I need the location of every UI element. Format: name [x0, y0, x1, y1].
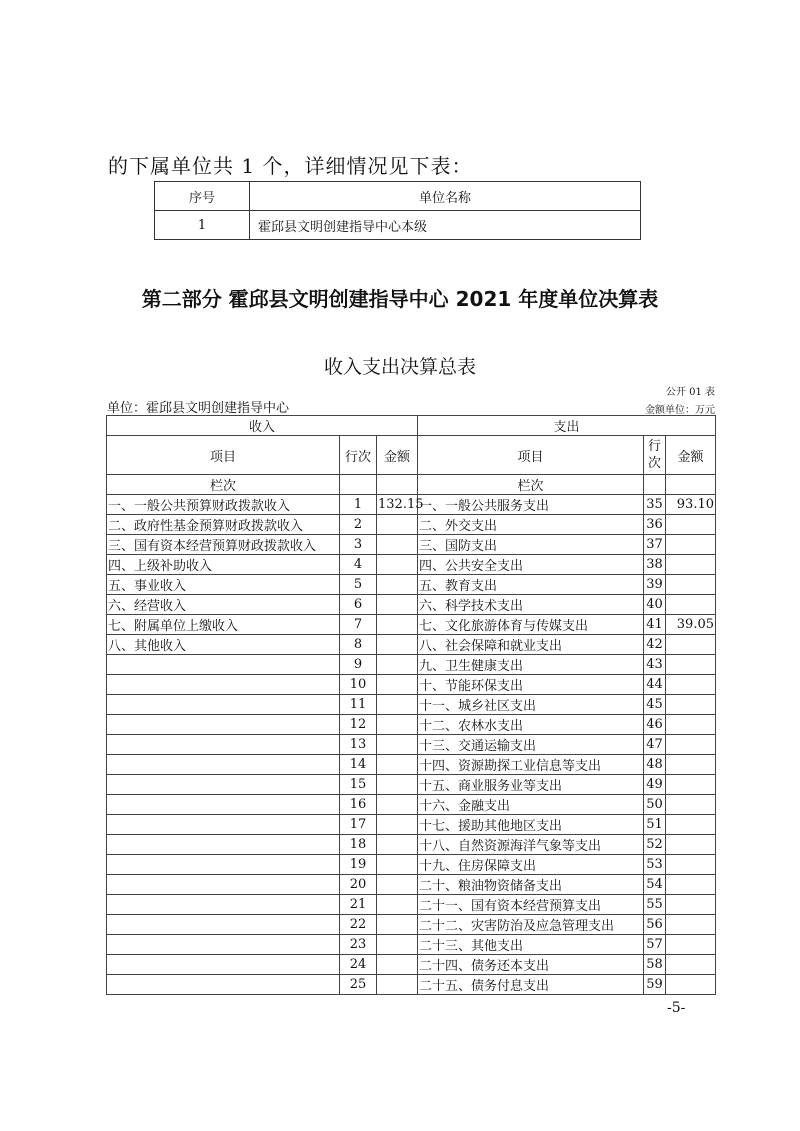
form-number: 公开 01 表 [665, 387, 715, 398]
expense-item-cell: 十三、交通运输支出 [418, 735, 644, 755]
table-row [107, 755, 716, 775]
income-item-cell: 八、其他收入 [107, 635, 340, 655]
empty-cell [377, 475, 418, 495]
income-line-cell: 2 [340, 515, 377, 535]
part-title: 第二部分 霍邱县文明创建指导中心 2021 年度单位决算表 [141, 287, 659, 311]
income-amount-cell [377, 955, 418, 975]
expense-line-cell: 48 [644, 755, 666, 775]
table-row [107, 915, 716, 935]
expense-amount-cell [666, 795, 716, 815]
table-row [107, 895, 716, 915]
income-line-cell: 22 [340, 915, 377, 935]
income-line-cell: 15 [340, 775, 377, 795]
table-row [107, 595, 716, 615]
expense-line-cell: 45 [644, 695, 666, 715]
expense-item-cell: 十、节能环保支出 [418, 675, 644, 695]
section-header-row [107, 416, 716, 436]
income-line-cell: 23 [340, 935, 377, 955]
income-amount-cell [377, 735, 418, 755]
expense-item-cell: 二十五、债务付息支出 [418, 975, 644, 995]
income-item-cell [107, 695, 340, 715]
income-item-cell [107, 975, 340, 995]
income-item-cell [107, 875, 340, 895]
income-amount-cell [377, 655, 418, 675]
table-row [107, 535, 716, 555]
expense-item-cell: 九、卫生健康支出 [418, 655, 644, 675]
table-row [107, 835, 716, 855]
expense-item-header: 项目 [418, 436, 644, 475]
expense-index-label: 栏次 [418, 475, 644, 495]
expense-header: 支出 [418, 416, 716, 436]
income-line-cell: 18 [340, 835, 377, 855]
income-line-header: 行次 [340, 436, 377, 475]
table-row [107, 655, 716, 675]
page-number: -5- [667, 1000, 686, 1016]
table-header-row [155, 182, 641, 211]
table-row [107, 935, 716, 955]
table-row [107, 515, 716, 535]
expense-amount-cell [666, 735, 716, 755]
income-amount-cell [377, 695, 418, 715]
expense-item-cell: 十五、商业服务业等支出 [418, 775, 644, 795]
income-line-cell: 1 [340, 495, 377, 515]
header-serial: 序号 [155, 182, 250, 211]
income-line-cell: 9 [340, 655, 377, 675]
income-item-cell: 六、经营收入 [107, 595, 340, 615]
expense-line-cell: 42 [644, 635, 666, 655]
income-line-cell: 3 [340, 535, 377, 555]
income-amount-cell [377, 855, 418, 875]
expense-amount-cell [666, 715, 716, 735]
income-item-cell [107, 795, 340, 815]
expense-amount-cell [666, 915, 716, 935]
expense-amount-cell: 93.10 [666, 495, 716, 515]
income-line-cell: 19 [340, 855, 377, 875]
unit-name-cell: 霍邱县文明创建指导中心本级 [250, 211, 641, 240]
income-item-cell [107, 735, 340, 755]
expense-item-cell: 二十四、债务还本支出 [418, 955, 644, 975]
income-amount-cell [377, 915, 418, 935]
income-line-cell: 8 [340, 635, 377, 655]
income-item-cell [107, 715, 340, 735]
expense-line-cell: 44 [644, 675, 666, 695]
income-line-cell: 16 [340, 795, 377, 815]
intro-text: 的下属单位共 1 个，详细情况见下表： [108, 154, 473, 178]
expense-line-header: 行 次 [644, 436, 666, 475]
expense-item-cell: 六、科学技术支出 [418, 595, 644, 615]
expense-item-cell: 二十三、其他支出 [418, 935, 644, 955]
expense-item-cell: 五、教育支出 [418, 575, 644, 595]
serial-cell: 1 [155, 211, 250, 240]
expense-line-cell: 37 [644, 535, 666, 555]
table-row [107, 875, 716, 895]
income-amount-cell [377, 895, 418, 915]
income-line-cell: 7 [340, 615, 377, 635]
income-amount-cell [377, 975, 418, 995]
expense-amount-cell [666, 555, 716, 575]
income-line-cell: 11 [340, 695, 377, 715]
expense-amount-cell [666, 695, 716, 715]
expense-line-cell: 36 [644, 515, 666, 535]
income-item-cell: 三、国有资本经营预算财政拨款收入 [107, 535, 340, 555]
expense-line-cell: 51 [644, 815, 666, 835]
income-item-cell: 一、一般公共预算财政拨款收入 [107, 495, 340, 515]
income-line-cell: 14 [340, 755, 377, 775]
expense-item-cell: 十九、住房保障支出 [418, 855, 644, 875]
income-item-cell [107, 775, 340, 795]
subordinate-units-table [154, 181, 641, 240]
table-row [107, 775, 716, 795]
income-amount-cell: 132.15 [377, 495, 418, 515]
table-row [107, 975, 716, 995]
money-unit-label: 金额单位：万元 [645, 405, 715, 416]
income-item-cell: 五、事业收入 [107, 575, 340, 595]
income-amount-cell [377, 875, 418, 895]
income-amount-cell [377, 575, 418, 595]
income-item-cell: 二、政府性基金预算财政拨款收入 [107, 515, 340, 535]
income-item-cell [107, 755, 340, 775]
income-item-cell [107, 675, 340, 695]
expense-line-cell: 58 [644, 955, 666, 975]
income-item-cell [107, 935, 340, 955]
expense-line-cell: 49 [644, 775, 666, 795]
income-index-label: 栏次 [107, 475, 340, 495]
expense-item-cell: 三、国防支出 [418, 535, 644, 555]
expense-item-cell: 十七、援助其他地区支出 [418, 815, 644, 835]
expense-line-cell: 46 [644, 715, 666, 735]
expense-amount-cell [666, 895, 716, 915]
income-amount-cell [377, 635, 418, 655]
expense-item-cell: 二十一、国有资本经营预算支出 [418, 895, 644, 915]
header-unit-name: 单位名称 [250, 182, 641, 211]
expense-amount-cell [666, 955, 716, 975]
expense-amount-cell [666, 815, 716, 835]
income-expense-table [106, 415, 716, 995]
income-item-cell: 四、上级补助收入 [107, 555, 340, 575]
expense-item-cell: 十六、金融支出 [418, 795, 644, 815]
income-amount-cell [377, 755, 418, 775]
expense-item-cell: 十八、自然资源海洋气象等支出 [418, 835, 644, 855]
expense-item-cell: 二十二、灾害防治及应急管理支出 [418, 915, 644, 935]
table-row [107, 735, 716, 755]
income-line-cell: 10 [340, 675, 377, 695]
table-row [107, 815, 716, 835]
income-amount-cell [377, 675, 418, 695]
income-amount-cell [377, 935, 418, 955]
expense-line-cell: 56 [644, 915, 666, 935]
expense-line-cell: 55 [644, 895, 666, 915]
expense-item-cell: 四、公共安全支出 [418, 555, 644, 575]
income-line-cell: 5 [340, 575, 377, 595]
expense-amount-cell [666, 975, 716, 995]
expense-amount-cell: 39.05 [666, 615, 716, 635]
income-line-cell: 4 [340, 555, 377, 575]
income-header: 收入 [107, 416, 418, 436]
income-line-cell: 21 [340, 895, 377, 915]
income-amount-cell [377, 515, 418, 535]
expense-item-cell: 十二、农林水支出 [418, 715, 644, 735]
table-row [155, 211, 641, 240]
income-line-cell: 17 [340, 815, 377, 835]
income-amount-cell [377, 555, 418, 575]
income-item-cell [107, 835, 340, 855]
income-item-cell [107, 915, 340, 935]
expense-amount-cell [666, 535, 716, 555]
expense-line-cell: 59 [644, 975, 666, 995]
income-amount-cell [377, 535, 418, 555]
income-item-cell [107, 855, 340, 875]
income-line-cell: 20 [340, 875, 377, 895]
expense-line-cell: 52 [644, 835, 666, 855]
table-row [107, 855, 716, 875]
income-item-cell [107, 955, 340, 975]
expense-item-cell: 一、一般公共服务支出 [418, 495, 644, 515]
table-row [107, 615, 716, 635]
expense-line-cell: 38 [644, 555, 666, 575]
income-item-cell [107, 655, 340, 675]
expense-item-cell: 二、外交支出 [418, 515, 644, 535]
empty-cell [340, 475, 377, 495]
income-amount-cell [377, 615, 418, 635]
expense-line-cell: 50 [644, 795, 666, 815]
expense-amount-cell [666, 835, 716, 855]
expense-amount-cell [666, 935, 716, 955]
expense-line-cell: 35 [644, 495, 666, 515]
expense-amount-cell [666, 655, 716, 675]
expense-item-cell: 十一、城乡社区支出 [418, 695, 644, 715]
unit-label: 单位：霍邱县文明创建指导中心 [107, 401, 290, 416]
income-amount-cell [377, 815, 418, 835]
expense-line-cell: 39 [644, 575, 666, 595]
income-item-header: 项目 [107, 436, 340, 475]
income-amount-cell [377, 835, 418, 855]
income-line-cell: 12 [340, 715, 377, 735]
table-row [107, 695, 716, 715]
income-item-cell [107, 815, 340, 835]
income-amount-cell [377, 595, 418, 615]
column-index-row [107, 475, 716, 495]
table-row [107, 575, 716, 595]
income-line-cell: 24 [340, 955, 377, 975]
expense-line-cell: 40 [644, 595, 666, 615]
expense-line-cell: 53 [644, 855, 666, 875]
table-row [107, 675, 716, 695]
expense-amount-cell [666, 515, 716, 535]
expense-line-cell: 47 [644, 735, 666, 755]
table-row [107, 555, 716, 575]
income-amount-cell [377, 775, 418, 795]
expense-item-cell: 八、社会保障和就业支出 [418, 635, 644, 655]
expense-amount-cell [666, 595, 716, 615]
empty-cell [666, 475, 716, 495]
expense-amount-cell [666, 675, 716, 695]
income-amount-header: 金额 [377, 436, 418, 475]
expense-line-cell: 54 [644, 875, 666, 895]
income-line-cell: 6 [340, 595, 377, 615]
expense-line-cell: 41 [644, 615, 666, 635]
table-row [107, 635, 716, 655]
income-item-cell: 七、附属单位上缴收入 [107, 615, 340, 635]
expense-item-cell: 二十、粮油物资储备支出 [418, 875, 644, 895]
expense-amount-cell [666, 575, 716, 595]
expense-amount-cell [666, 755, 716, 775]
table-row [107, 715, 716, 735]
expense-amount-cell [666, 855, 716, 875]
table-row [107, 495, 716, 515]
income-item-cell [107, 895, 340, 915]
expense-item-cell: 七、文化旅游体育与传媒支出 [418, 615, 644, 635]
expense-amount-cell [666, 635, 716, 655]
expense-amount-header: 金额 [666, 436, 716, 475]
income-line-cell: 25 [340, 975, 377, 995]
table-title: 收入支出决算总表 [323, 356, 476, 378]
expense-line-cell: 57 [644, 935, 666, 955]
expense-item-cell: 十四、资源勘探工业信息等支出 [418, 755, 644, 775]
empty-cell [644, 475, 666, 495]
income-amount-cell [377, 715, 418, 735]
column-header-row [107, 436, 716, 475]
expense-amount-cell [666, 875, 716, 895]
expense-line-cell: 43 [644, 655, 666, 675]
table-row [107, 955, 716, 975]
income-amount-cell [377, 795, 418, 815]
expense-amount-cell [666, 775, 716, 795]
table-row [107, 795, 716, 815]
income-line-cell: 13 [340, 735, 377, 755]
